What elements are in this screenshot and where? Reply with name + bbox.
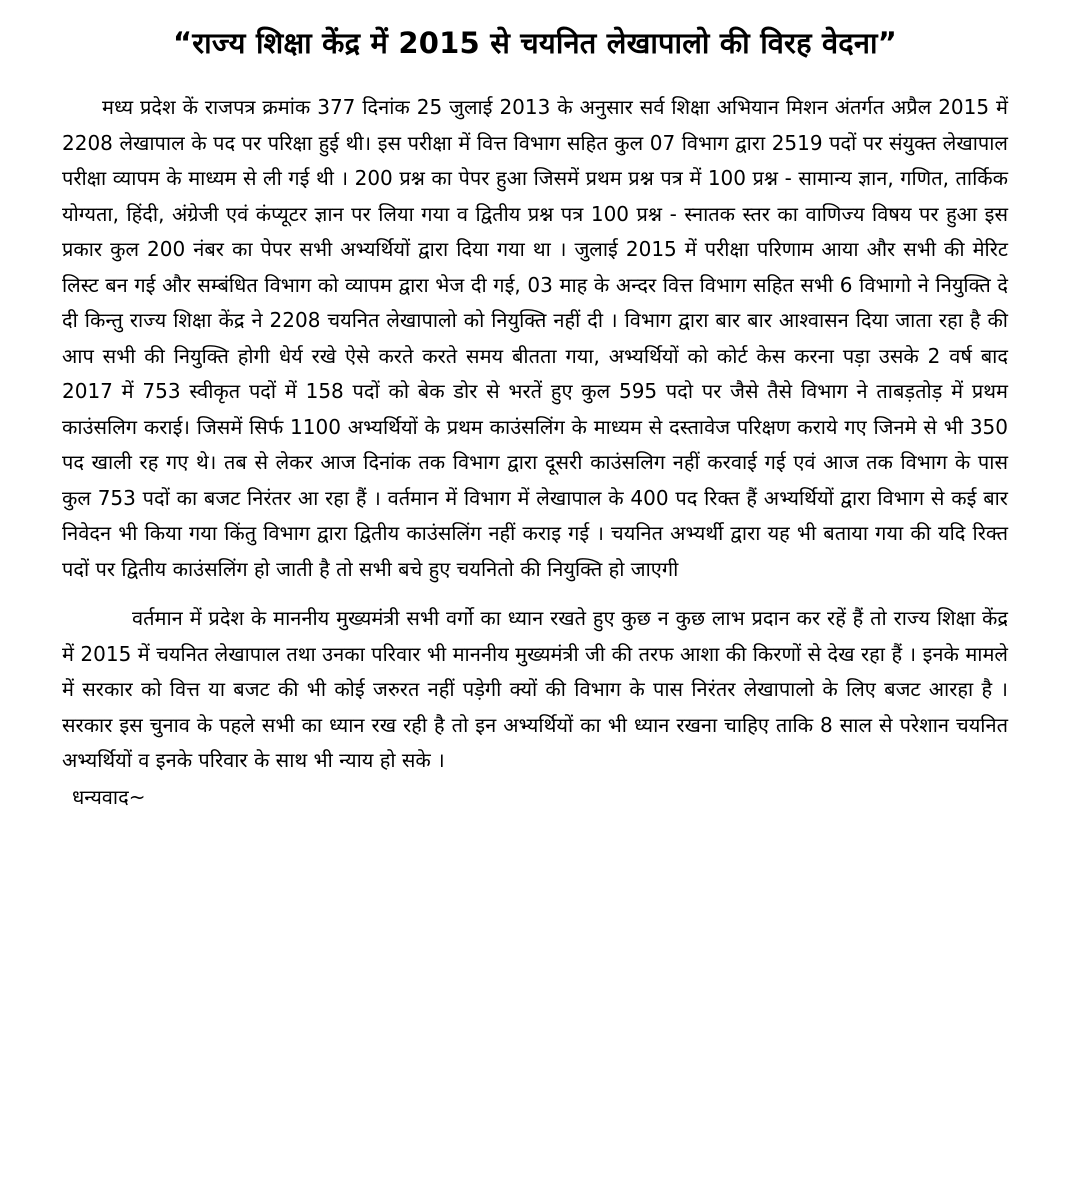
document-title: “राज्य शिक्षा केंद्र में 2015 से चयनित लेखापालो की विरह वेदना” bbox=[173, 26, 897, 60]
body-paragraph-2: वर्तमान में प्रदेश के माननीय मुख्यमंत्री सभी वर्गो का ध्यान रखते हुए कुछ न कुछ लाभ प्रदान कर रहें हैं तो राज्य शिक्षा केंद्र में 2015 में चयनित लेखापाल तथा उनका परिवार भी माननीय मुख्यमंत्री जी की तरफ आशा की किरणों से देख रहा हैं । इनके मामले में सरकार को वित्त या बजट की भी कोई जरुरत नहीं पड़ेगी क्यों की विभाग के पास निरंतर लेखापालो के लिए बजट आरहा है । सरकार इस चुनाव के पहले सभी का ध्यान रख रही है तो इन अभ्यर्थियों का भी ध्यान रखना चाहिए ताकि 8 साल से परेशान चयनित अभ्यर्थियों व इनके परिवार के साथ भी न्याय हो सके । bbox=[62, 606, 1008, 772]
body-paragraph-1: मध्य प्रदेश कें राजपत्र क्रमांक 377 दिनांक 25 जुलाई 2013 के अनुसार सर्व शिक्षा अभियान मिशन अंतर्गत अप्रैल 2015 में 2208 लेखापाल के पद पर परिक्षा हुई थी। इस परीक्षा में वित्त विभाग सहित कुल 07 विभाग द्वारा 2519 पदों पर संयुक्त लेखापाल परीक्षा व्यापम के माध्यम से ली गई थी । 200 प्रश्न का पेपर हुआ जिसमें प्रथम प्रश्न पत्र में 100 प्रश्न - सामान्य ज्ञान, गणित, तार्किक योग्यता, हिंदी, अंग्रेजी एवं कंप्यूटर ज्ञान पर लिया गया व द्वितीय प्रश्न पत्र 100 प्रश्न - स्नातक स्तर का वाणिज्य विषय पर हुआ इस प्रकार कुल 200 नंबर का पेपर सभी अभ्यर्थियों द्वारा दिया गया था । जुलाई 2015 में परीक्षा परिणाम आया और सभी की मेरिट लिस्ट बन गई और सम्बंधित विभाग को व्यापम द्वारा भेज दी गई, 03 माह के अन्दर वित्त विभाग सहित सभी 6 विभागो ने नियुक्ति दे दी किन्तु राज्य शिक्षा केंद्र ने 2208 चयनित लेखापालो को नियुक्ति नहीं दी । विभाग द्वारा बार बार आश्वासन दिया जाता रहा है की आप सभी की नियुक्ति होगी धेर्य रखे ऐसे करते करते समय बीतता गया, अभ्यर्थियों को कोर्ट केस करना पड़ा उसके 2 वर्ष बाद 2017 में 753 स्वीकृत पदों में 158 पदों को बेक डोर से भरतें हुए कुल 595 पदो पर जैसे तैसे विभाग ने ताबड़तोड़ में प्रथम काउंसलिग कराई। जिसमें सिर्फ 1100 अभ्यर्थियों के प्रथम काउंसलिंग के माध्यम से दस्तावेज परिक्षण कराये गए जिनमे से भी 350 पद खाली रह गए थे। तब से लेकर आज दिनांक तक विभाग द्वारा दूसरी काउंसलिग नहीं करवाई गई एवं आज तक विभाग के पास कुल 753 पदों का बजट निरंतर आ रहा हैं । वर्तमान में विभाग में लेखापाल के 400 पद रिक्त हैं अभ्यर्थियों द्वारा विभाग से कई बार निवेदन भी किया गया किंतु विभाग द्वारा द्वितीय काउंसलिंग नहीं कराइ गई । चयनित अभ्यर्थी द्वारा यह भी बताया गया की यदि रिक्त पदों पर द्वितीय काउंसलिंग हो जाती है तो सभी बचे हुए चयनितो की नियुक्ति हो जाएगी bbox=[62, 95, 1008, 581]
signoff-text: धन्यवाद~ bbox=[72, 784, 146, 809]
